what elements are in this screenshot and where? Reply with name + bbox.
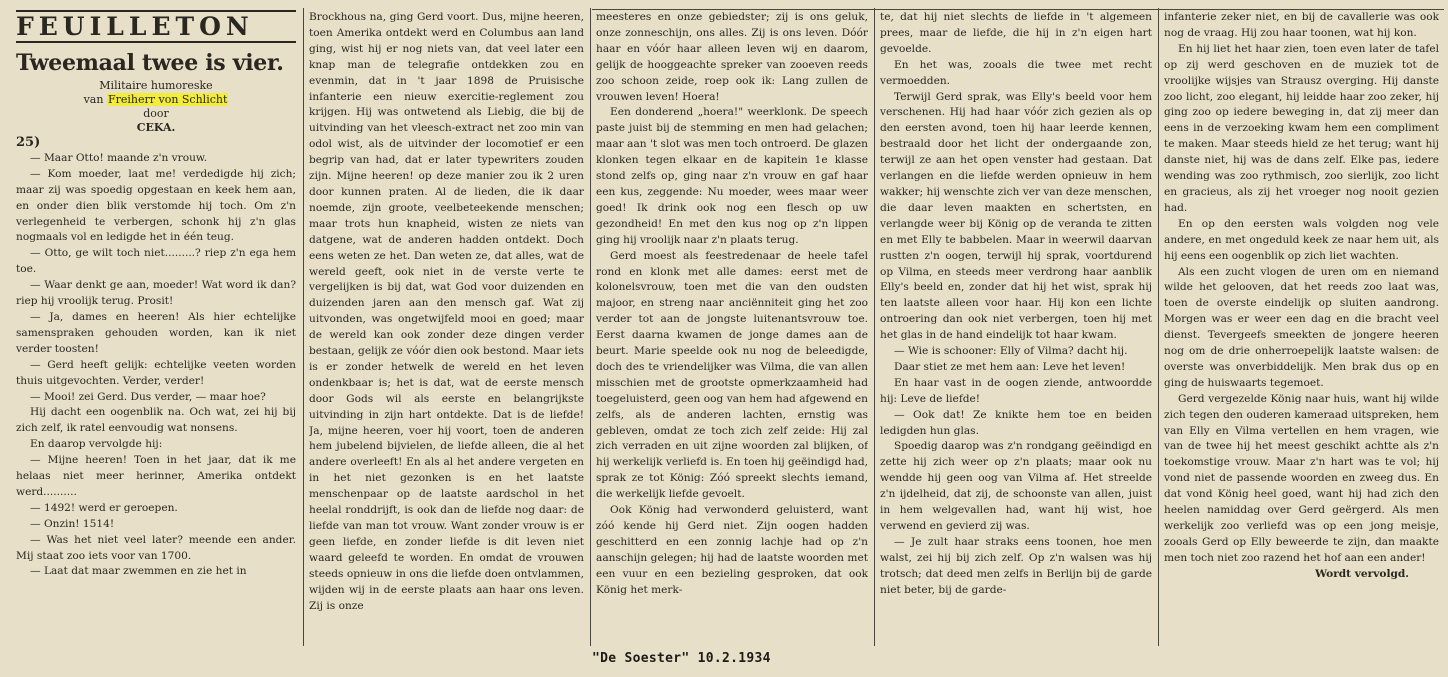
column-rule <box>874 8 875 646</box>
paragraph: — Kom moeder, laat me! verdedigde hij zich; maar zij was spoedig opgestaan en keek hem aan, en onder dien blik verstomde hij toch. Om z'n verlegenheid te verbergen, schonk hij z'n glas nogmaals vol en ledigde het in één teug. <box>16 167 296 244</box>
paragraph: — Mijne heeren! Toen in het jaar, dat ik me helaas niet meer herinner, Amerika ontdekt werd.......... <box>16 454 296 498</box>
paragraph: Ook König had verwonderd geluisterd, want zóó kende hij Gerd niet. Zijn oogen hadden geschitterd en een zonnig lachje had op z'n aanschijn gelegen; hij had de laatste woorden met een vuur en een bezieling gesproken, dat ook König het merk- <box>596 504 868 596</box>
text-column-1 <box>16 10 296 638</box>
paragraph: — Was het niet veel later? meende een ander. Mij staat zoo iets voor van 1700. <box>16 533 296 562</box>
paragraph: Spoedig daarop was z'n rondgang geëindigd en zette hij zich weer op z'n plaats; maar ook nu wendde hij geen oog van Vilma af. Het streelde z'n ijdelheid, dat zij, de schoonste van allen, juist in hem welgevallen had, want hij wist, hoe verwend en gevierd zij was. <box>880 440 1152 532</box>
paragraph: En het was, zooals die twee met recht vermoedden. <box>880 58 1152 87</box>
paragraph: meesteres en onze gebiedster; zij is ons geluk, onze zonneschijn, ons alles. Zij is ons leven. Dóór haar en vóór haar alleen leven wij en daarom, gelijk de hooggeachte spreker van zooeven reeds zoo schoon zeide, roep ook ik: Lang zullen de vrouwen leven! Hoera! <box>596 11 868 103</box>
paragraph: — Waar denkt ge aan, moeder! Wat word ik dan? riep hij vroolijk terug. Prosit! <box>16 279 296 308</box>
paragraph: — Ook dat! Ze knikte hem toe en beiden ledigden hun glas. <box>880 408 1152 437</box>
text-column-5 <box>1164 10 1439 640</box>
paragraph: — 1492! werd er geroepen. <box>30 501 178 514</box>
paragraph: — Gerd heeft gelijk: echtelijke veeten worden thuis uitgevochten. Verder, verder! <box>16 358 296 387</box>
paragraph: En hij liet het haar zien, toen even later de tafel op zij werd geschoven en de muziek tot de vroolijke wijsjes van Strausz overging. Hij danste zoo licht, zoo elegant, hij leidde haar zoo zeker, hij ging zoo op iedere beweging in, dat zij meer dan eens in de verzoeking kwam hem een compliment te maken. Maar steeds hield ze het terug; want hij danste niet, hij was de dans zelf. Elke pas, iedere wending was zoo rythmisch, zoo sierlijk, zoo licht en gracieus, als zij het vroeger nog nooit gezien had. <box>1164 42 1439 214</box>
column-body <box>309 10 584 614</box>
source-caption: "De Soester" 10.2.1934 <box>592 651 771 666</box>
article-subtitle: Militaire humoreske <box>99 79 213 92</box>
column-body <box>16 151 296 580</box>
byline-door: door <box>143 107 169 120</box>
paragraph: Brockhous na, ging Gerd voort. Dus, mijne heeren, toen Amerika ontdekt werd en Columbus aan land ging, wist hij er nog niets van, dat veel later een knap man de telegrafie ontdekken zou en evenmin, dat in 't jaar 1898 de Pruisische infanterie een nieuw exercitie-reglement zou krijgen. Hij was ontwetend als Liebig, die bij de uitvinding van het vleesch-extract net zoo min van odol wist, als de uitvinder der locomotief er een begrip van had, dat er later typewriters zouden zijn. Mijne heeren! op deze manier zou ik 2 uren door kunnen praten. Al de lieden, die ik daar noemde, zijn groote, veelbeteekende menschen; maar trots hun knapheid, wisten ze niets van datgene, wat de anderen hadden ontdekt. Doch eens weten ze het. Dan weten ze, dat alles, wat de wereld geeft, ook niet in de verste verte te vergelijken is bij dat, wat God voor duizenden en duizenden jaren aan den mensch gaf. Wat zij uitvonden, was ongetwijfeld mooi en goed; maar de wereld kan ook zonder deze dingen verder bestaan, gelijk ze vóór dien ook bestond. Maar iets is er zonder hetwelk de wereld en het leven ondenkbaar is; het is dat, wat de eerste mensch door Gods wil als eerste en belangrijkste uitvinding in zijn hart ontdekte. Dat is de liefde! Ja, mijne heeren, voer hij voort, toen de anderen hem jubelend bijvielen, de liefde alleen, die al het andere overleeft! En als al het andere vergeten en in het niet gezonken is en het laatste menschenpaar op de laatste aardschol in het heelal ronddrijft, is ook dan de liefde nog daar: de liefde van man tot vrouw. Want zonder vrouw is er geen liefde, en zonder liefde is dit leven niet waard geleefd te worden. En omdat de vrouwen steeds opnieuw in ons die liefde doen ontvlammen, wijden wij in de eerste plaats aan haar ons leven. Zij is onze <box>309 11 584 612</box>
author-name-highlighted: Freiherr von Schlicht <box>107 93 228 106</box>
text-column-2 <box>309 10 584 640</box>
column-rule <box>303 8 304 646</box>
column-body <box>880 10 1152 599</box>
text-column-3 <box>596 10 868 640</box>
paragraph: — Je zult haar straks eens toonen, hoe men walst, zei hij bij zich zelf. Op z'n walsen was hij trotsch; dat deed men zelfs in Berlijn bij de garde niet beter, bij de garde- <box>880 535 1152 596</box>
translator-name: CEKA. <box>136 121 176 134</box>
paragraph: te, dat hij niet slechts de liefde in 't algemeen prees, maar de liefde, die hij in z'n eigen hart gevoelde. <box>880 11 1152 55</box>
paragraph: — Laat dat maar zwemmen en zie het in <box>30 565 247 578</box>
installment-number: 25) <box>16 135 41 150</box>
paragraph: Als een zucht vlogen de uren om en niemand wilde het gelooven, dat het reeds zoo laat was, toen de overste eindelijk op sluiten aandrong. Morgen was er weer een dag en die bracht veel dienst. Tevergeefs smeekten de jongere heeren nog om de drie onherroepelijk laatste walsen: de overste was onverbiddelijk. Men brak dus op en ging de huiswaarts tegemoet. <box>1164 265 1439 389</box>
column-body <box>1164 10 1439 567</box>
byline <box>16 93 296 107</box>
column-rule <box>1158 8 1159 646</box>
paragraph: — Mooi! zei Gerd. Dus verder, — maar hoe? <box>30 390 266 403</box>
text-column-4 <box>880 10 1152 640</box>
paragraph: — Maar Otto! maande z'n vrouw. <box>30 151 208 164</box>
paragraph: infanterie zeker niet, en bij de cavallerie was ook nog de vraag. Hij zou haar toonen, wat hij kon. <box>1164 11 1439 39</box>
paragraph: En haar vast in de oogen ziende, antwoordde hij: Leve de liefde! <box>880 376 1152 405</box>
paragraph: — Ja, dames en heeren! Als hier echtelijke samenspraken gehouden worden, kan ik niet verder toosten! <box>16 310 296 355</box>
paragraph: Hij dacht een oogenblik na. Och wat, zei hij bij zich zelf, ik ratel eenvoudig wat nonsens. <box>16 406 296 435</box>
paragraph: Terwijl Gerd sprak, was Elly's beeld voor hem verschenen. Hij had haar vóór zich gezien als op den eersten avond, toen hij haar leerde kennen, bestraald door het licht der ondergaande zon, terwijl ze aan het open venster had gestaan. Dat verlangen en die liefde werden opnieuw in hem wakker; hij wenschte zich ver van deze menschen, die daar leven maakten en schertsten, en verlangde weer bij König op de veranda te zitten en met Elly te babbelen. Maar in weerwil daarvan rustten z'n oogen, terwijl hij sprak, voortdurend op Vilma, en steeds meer verdrong haar aanblik Elly's beeld en, zonder dat hij het wist, sprak hij ten laatste alleen voor haar. Hij kon een lichte ontroering dan ook niet verbergen, toen hij met het glas in de hand eindelijk tot haar kwam. <box>880 90 1152 342</box>
paragraph: En op den eersten wals volgden nog vele andere, en met ongeduld keek ze naar hem uit, als hij eens een oogenblik op zich liet wachten. <box>1164 217 1439 262</box>
paragraph: — Wie is schooner: Elly of Vilma? dacht hij. <box>894 345 1128 358</box>
article-title: Tweemaal twee is vier. <box>16 50 284 76</box>
author-prefix: van <box>83 93 104 106</box>
paragraph: — Onzin! 1514! <box>30 517 115 530</box>
paragraph: En daarop vervolgde hij: <box>30 438 163 451</box>
paragraph: — Otto, ge wilt toch niet.........? riep z'n ega hem toe. <box>16 247 296 276</box>
paragraph: Daar stiet ze met hem aan: Leve het leven! <box>894 360 1126 373</box>
paragraph: Gerd vergezelde König naar huis, want hij wilde zich tegen den ouderen kameraad uitspreken, hem van Elly en Vilma vertellen en hem vragen, wie van de twee hij het meest geschikt achtte als z'n toekomstige vrouw. Maar z'n hart was te vol; hij vond niet de passende woorden en zweeg dus. En dat vond König heel goed, want hij had zich den heelen namiddag over Gerd geërgerd. Als men werkelijk zoo verliefd was op een jong meisje, zooals Gerd op Elly beweerde te zijn, dan maakte men toch niet zoo razend het hof aan een ander! <box>1164 392 1439 564</box>
column-rule <box>590 8 591 646</box>
section-heading: FEUILLETON <box>16 10 296 43</box>
column-body <box>596 10 868 599</box>
to-be-continued: Wordt vervolgd. <box>1315 567 1409 580</box>
paragraph: Een donderend „hoera!" weerklonk. De speech paste juist bij de stemming en men had gelachen; maar aan 't slot was men toch ontroerd. De glazen klonken tegen elkaar en de kapitein 1e klasse stond zelfs op, ging naar z'n vrouw en gaf haar een kus, zeggende: Nu moeder, wees maar weer goed! Ik drink ook nog een flesch op uw gezondheid! En met den kus nog op z'n lippen ging hij vroolijk naar z'n plaats terug. <box>596 106 868 246</box>
paragraph: Gerd moest als feestredenaar de heele tafel rond en klonk met alle dames: eerst met de kolonelsvrouw, toen met die van den oudsten majoor, en streng naar anciënniteit ging het zoo verder tot aan de jongste luitenantsvrouw toe. Eerst daarna kwamen de jonge dames aan de beurt. Marie speelde ook nu nog de beleedigde, doch des te vriendelijker was Vilma, die van allen misschien met de grootste opmerkzaamheid had toegeluisterd, geen oog van hem had afgewend en zelfs, als de anderen lachten, ernstig was gebleven, omdat ze toch zich zelf zeide: Hij zal zich verraden en uit zijne woorden zal blijken, of hij werkelijk verliefd is. En toen hij geëindigd had, sprak ze tot König: Zóó spreekt slechts iemand, die werkelijk liefde gevoelt. <box>596 249 868 501</box>
